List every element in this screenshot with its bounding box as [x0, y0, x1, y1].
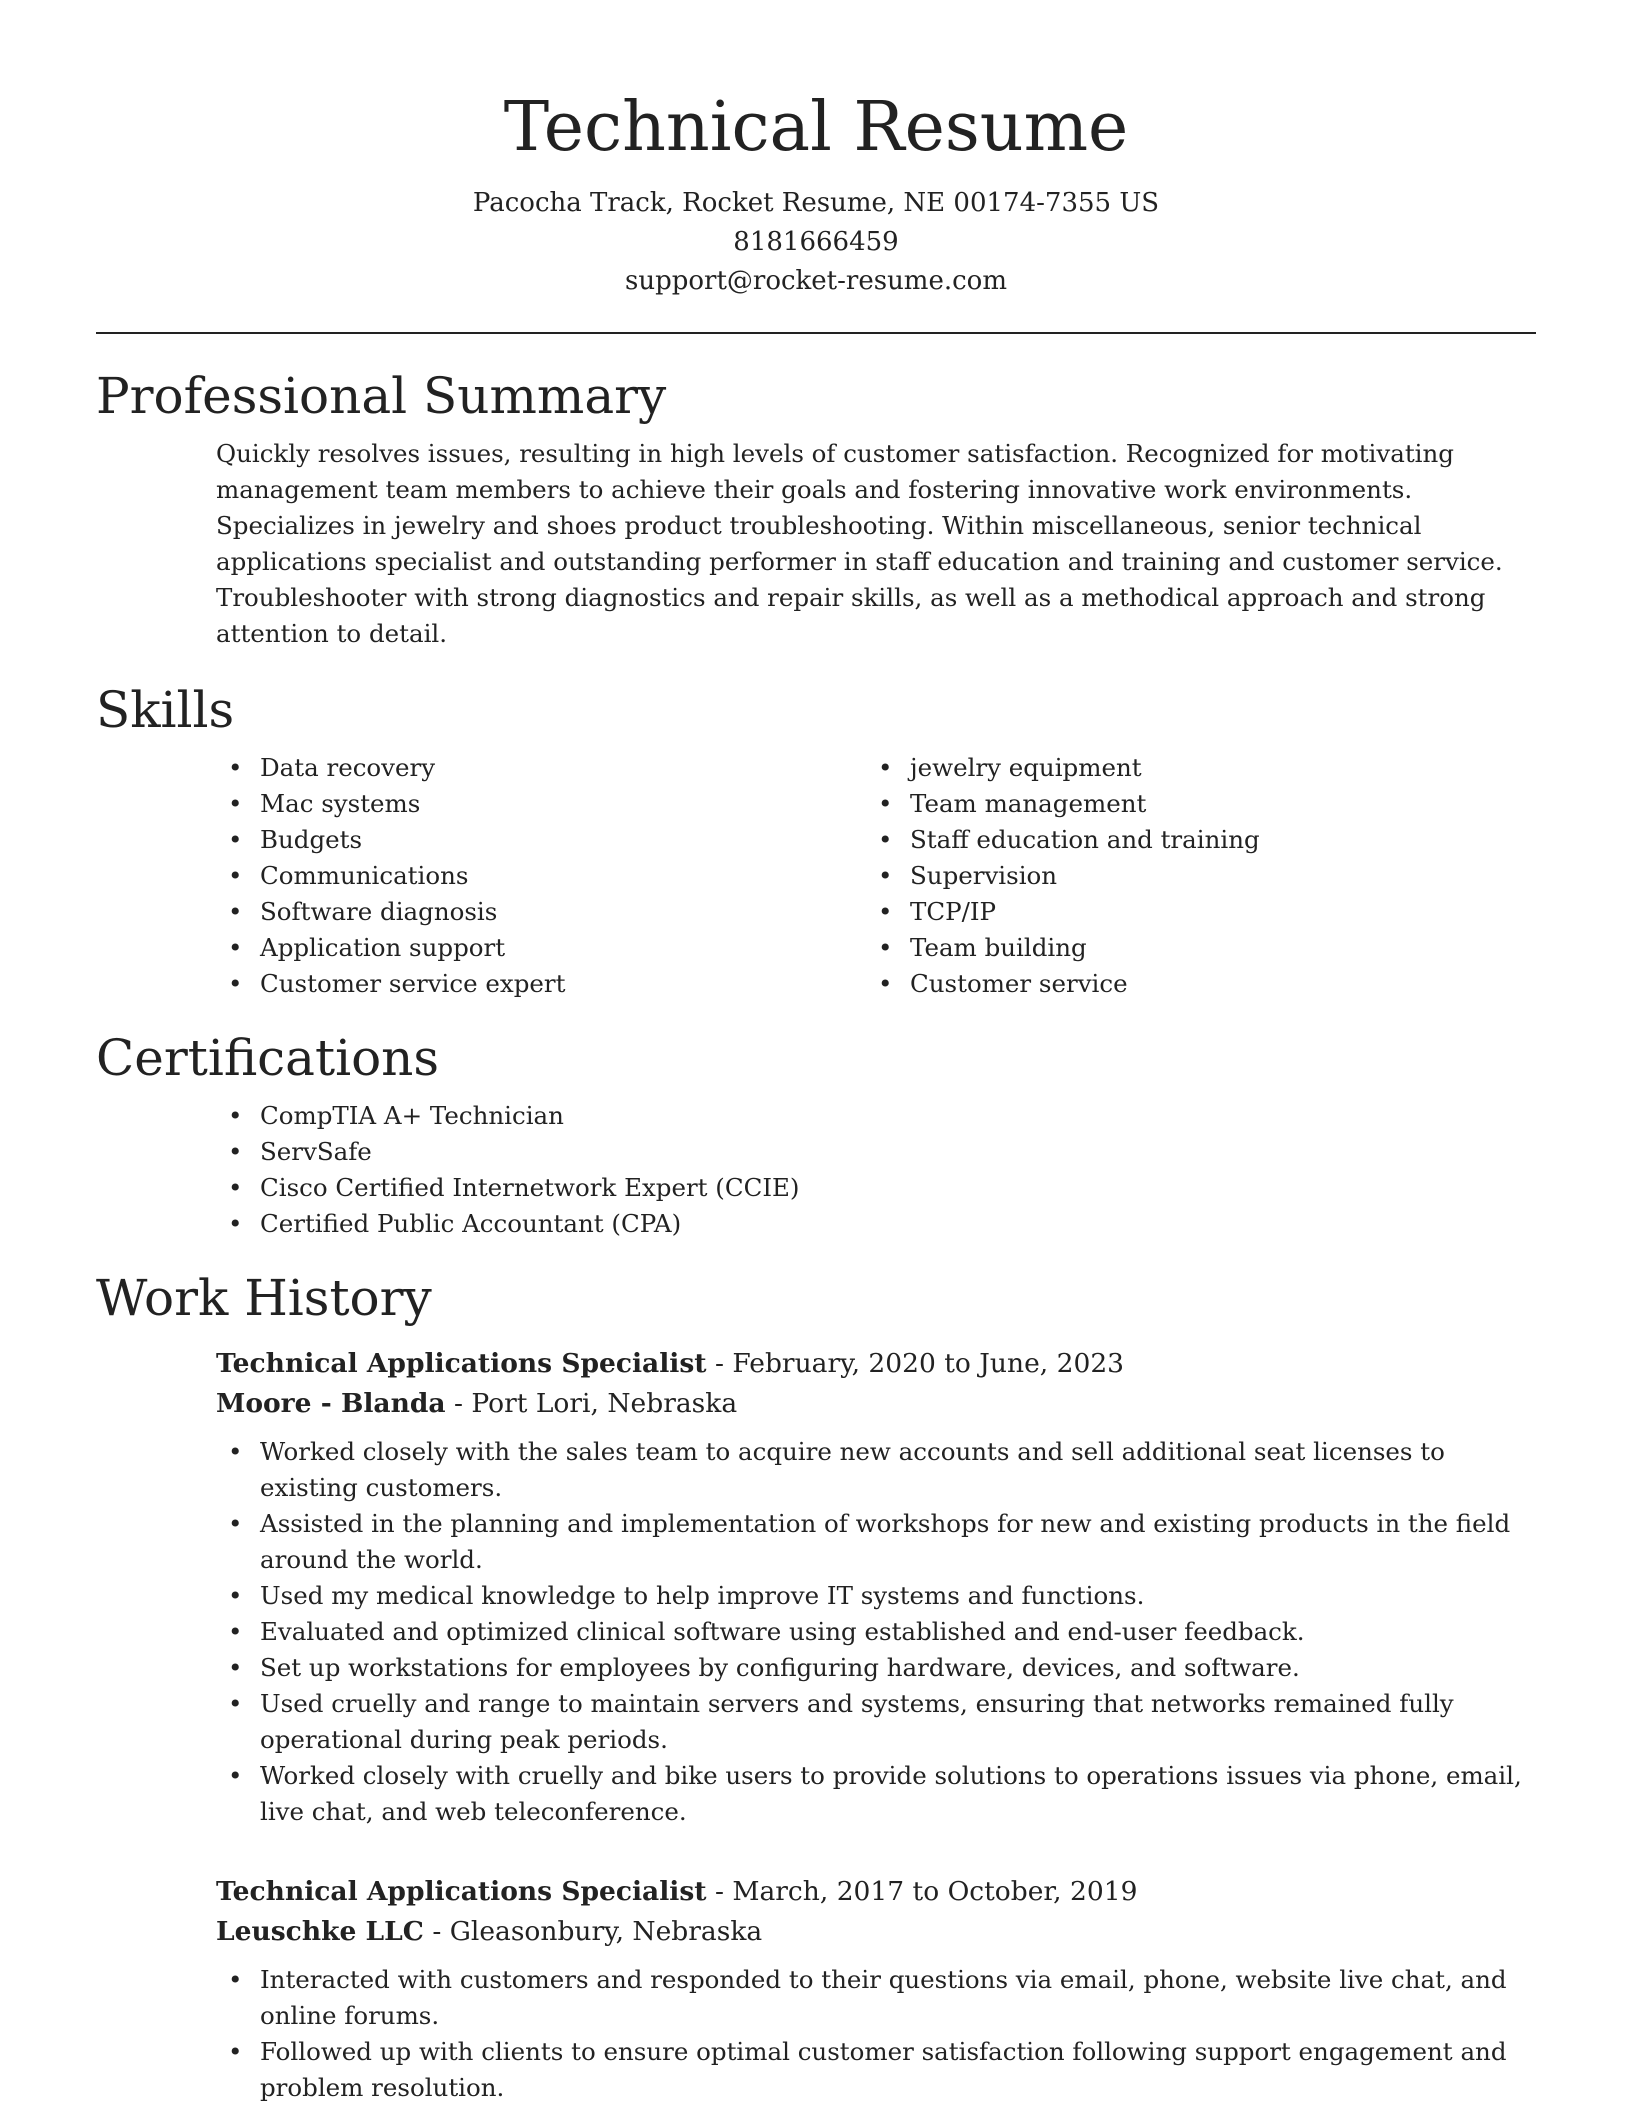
skill-item: • Team building [866, 930, 1516, 966]
bullet-icon: • [228, 897, 243, 926]
bullet-icon: • [228, 753, 243, 782]
bullet-icon: • [228, 861, 243, 890]
bullet-icon: • [228, 1101, 243, 1130]
skill-item: • Software diagnosis [216, 894, 866, 930]
bullet-icon: • [228, 1509, 243, 1538]
job-bullet: • Evaluated and optimized clinical software using established and end-user feedback. [216, 1614, 1536, 1650]
phone: 8181666459 [733, 227, 899, 257]
job-bullets [216, 1434, 1536, 1830]
job-bullet: • Followed up with clients to ensure optimal customer satisfaction following support engagement and problem resolution. [216, 2034, 1536, 2106]
job-bullet: • Worked closely with cruelly and bike users to provide solutions to operations issues via phone, email, live chat, and web teleconference. [216, 1758, 1536, 1830]
job-bullet: • Set up workstations for employees by configuring hardware, devices, and software. [216, 1650, 1536, 1686]
skills-list-left [216, 750, 866, 1002]
job-company: Moore - Blanda [216, 1388, 446, 1419]
certifications-heading: Certifications [96, 1029, 440, 1087]
skill-item: • Supervision [866, 858, 1516, 894]
bullet-icon: • [228, 969, 243, 998]
skill-item: • Data recovery [216, 750, 866, 786]
job-bullet: • Used my medical knowledge to help improve IT systems and functions. [216, 1578, 1536, 1614]
skills-list-right [866, 750, 1516, 1002]
skill-item: • jewelry equipment [866, 750, 1516, 786]
skills-heading: Skills [96, 681, 235, 739]
bullet-icon: • [228, 1437, 243, 1466]
summary-section [96, 364, 1536, 652]
contact-block [96, 184, 1536, 301]
bullet-icon: • [878, 933, 893, 962]
certification-item: • Cisco Certified Internetwork Expert (CCIE) [216, 1170, 1536, 1206]
work-history-heading: Work History [96, 1269, 432, 1327]
bullet-icon: • [228, 1761, 243, 1790]
certification-item: • CompTIA A+ Technician [216, 1098, 1536, 1134]
job-entry [96, 1872, 1536, 2106]
job-company: Leuschke LLC [216, 1916, 424, 1947]
email: support@rocket-resume.com [624, 266, 1007, 296]
skill-item: • Customer service [866, 966, 1516, 1002]
bullet-icon: • [228, 1137, 243, 1166]
bullet-icon: • [228, 1617, 243, 1646]
job-dates: - February, 2020 to June, 2023 [706, 1348, 1125, 1379]
job-role: Technical Applications Specialist [216, 1876, 707, 1907]
resume-page [96, 0, 1536, 2106]
certification-item: • ServSafe [216, 1134, 1536, 1170]
bullet-icon: • [228, 1965, 243, 1994]
certifications-list [96, 1098, 1536, 1242]
skill-item: • Staff education and training [866, 822, 1516, 858]
job-title-line [216, 1872, 1536, 1912]
bullet-icon: • [228, 1653, 243, 1682]
summary-text: Quickly resolves issues, resulting in high levels of customer satisfaction. Recognized for motivating management team members to achieve their goals and fostering innovative work environments. Specializes in jewelry and shoes product troubleshooting. Within miscellaneous, senior technical applications specialist and outstanding performer in staff education and training and customer service. Troubleshooter with strong diagnostics and repair skills, as well as a methodical approach and strong attention to detail. [216, 439, 1503, 648]
job-location: - Port Lori, Nebraska [445, 1388, 738, 1419]
job-company-line [216, 1384, 1536, 1424]
job-company-line [216, 1912, 1536, 1952]
skills-section [96, 678, 1536, 1002]
job-entry [96, 1344, 1536, 1830]
bullet-icon: • [228, 1173, 243, 1202]
job-dates: - March, 2017 to October, 2019 [706, 1876, 1138, 1907]
bullet-icon: • [228, 1209, 243, 1238]
bullet-icon: • [228, 825, 243, 854]
summary-heading: Professional Summary [96, 367, 667, 425]
bullet-icon: • [228, 1581, 243, 1610]
bullet-icon: • [228, 2037, 243, 2066]
skill-item: • Team management [866, 786, 1516, 822]
skill-item: • Mac systems [216, 786, 866, 822]
skill-item: • TCP/IP [866, 894, 1516, 930]
certification-item: • Certified Public Accountant (CPA) [216, 1206, 1536, 1242]
bullet-icon: • [228, 1689, 243, 1718]
job-role: Technical Applications Specialist [216, 1348, 707, 1379]
job-bullets [216, 1962, 1536, 2106]
skill-item: • Customer service expert [216, 966, 866, 1002]
resume-title: Technical Resume [503, 88, 1129, 167]
bullet-icon: • [878, 897, 893, 926]
certifications-section [96, 1026, 1536, 1242]
bullet-icon: • [228, 789, 243, 818]
skills-columns [96, 750, 1536, 1002]
bullet-icon: • [878, 969, 893, 998]
skill-item: • Communications [216, 858, 866, 894]
job-title-line [216, 1344, 1536, 1384]
header-divider [96, 332, 1536, 334]
bullet-icon: • [228, 933, 243, 962]
job-bullet: • Used cruelly and range to maintain servers and systems, ensuring that networks remained fully operational during peak periods. [216, 1686, 1536, 1758]
bullet-icon: • [878, 861, 893, 890]
work-history-section [96, 1266, 1536, 2106]
job-bullet: • Assisted in the planning and implementation of workshops for new and existing products in the field around the world. [216, 1506, 1536, 1578]
job-bullet: • Interacted with customers and responded to their questions via email, phone, website live chat, and online forums. [216, 1962, 1536, 2034]
skill-item: • Application support [216, 930, 866, 966]
address: Pacocha Track, Rocket Resume, NE 00174-7355 US [472, 188, 1160, 218]
bullet-icon: • [878, 753, 893, 782]
bullet-icon: • [878, 825, 893, 854]
job-bullet: • Worked closely with the sales team to acquire new accounts and sell additional seat licenses to existing customers. [216, 1434, 1536, 1506]
job-location: - Gleasonbury, Nebraska [423, 1916, 763, 1947]
resume-header [96, 82, 1536, 334]
skill-item: • Budgets [216, 822, 866, 858]
bullet-icon: • [878, 789, 893, 818]
